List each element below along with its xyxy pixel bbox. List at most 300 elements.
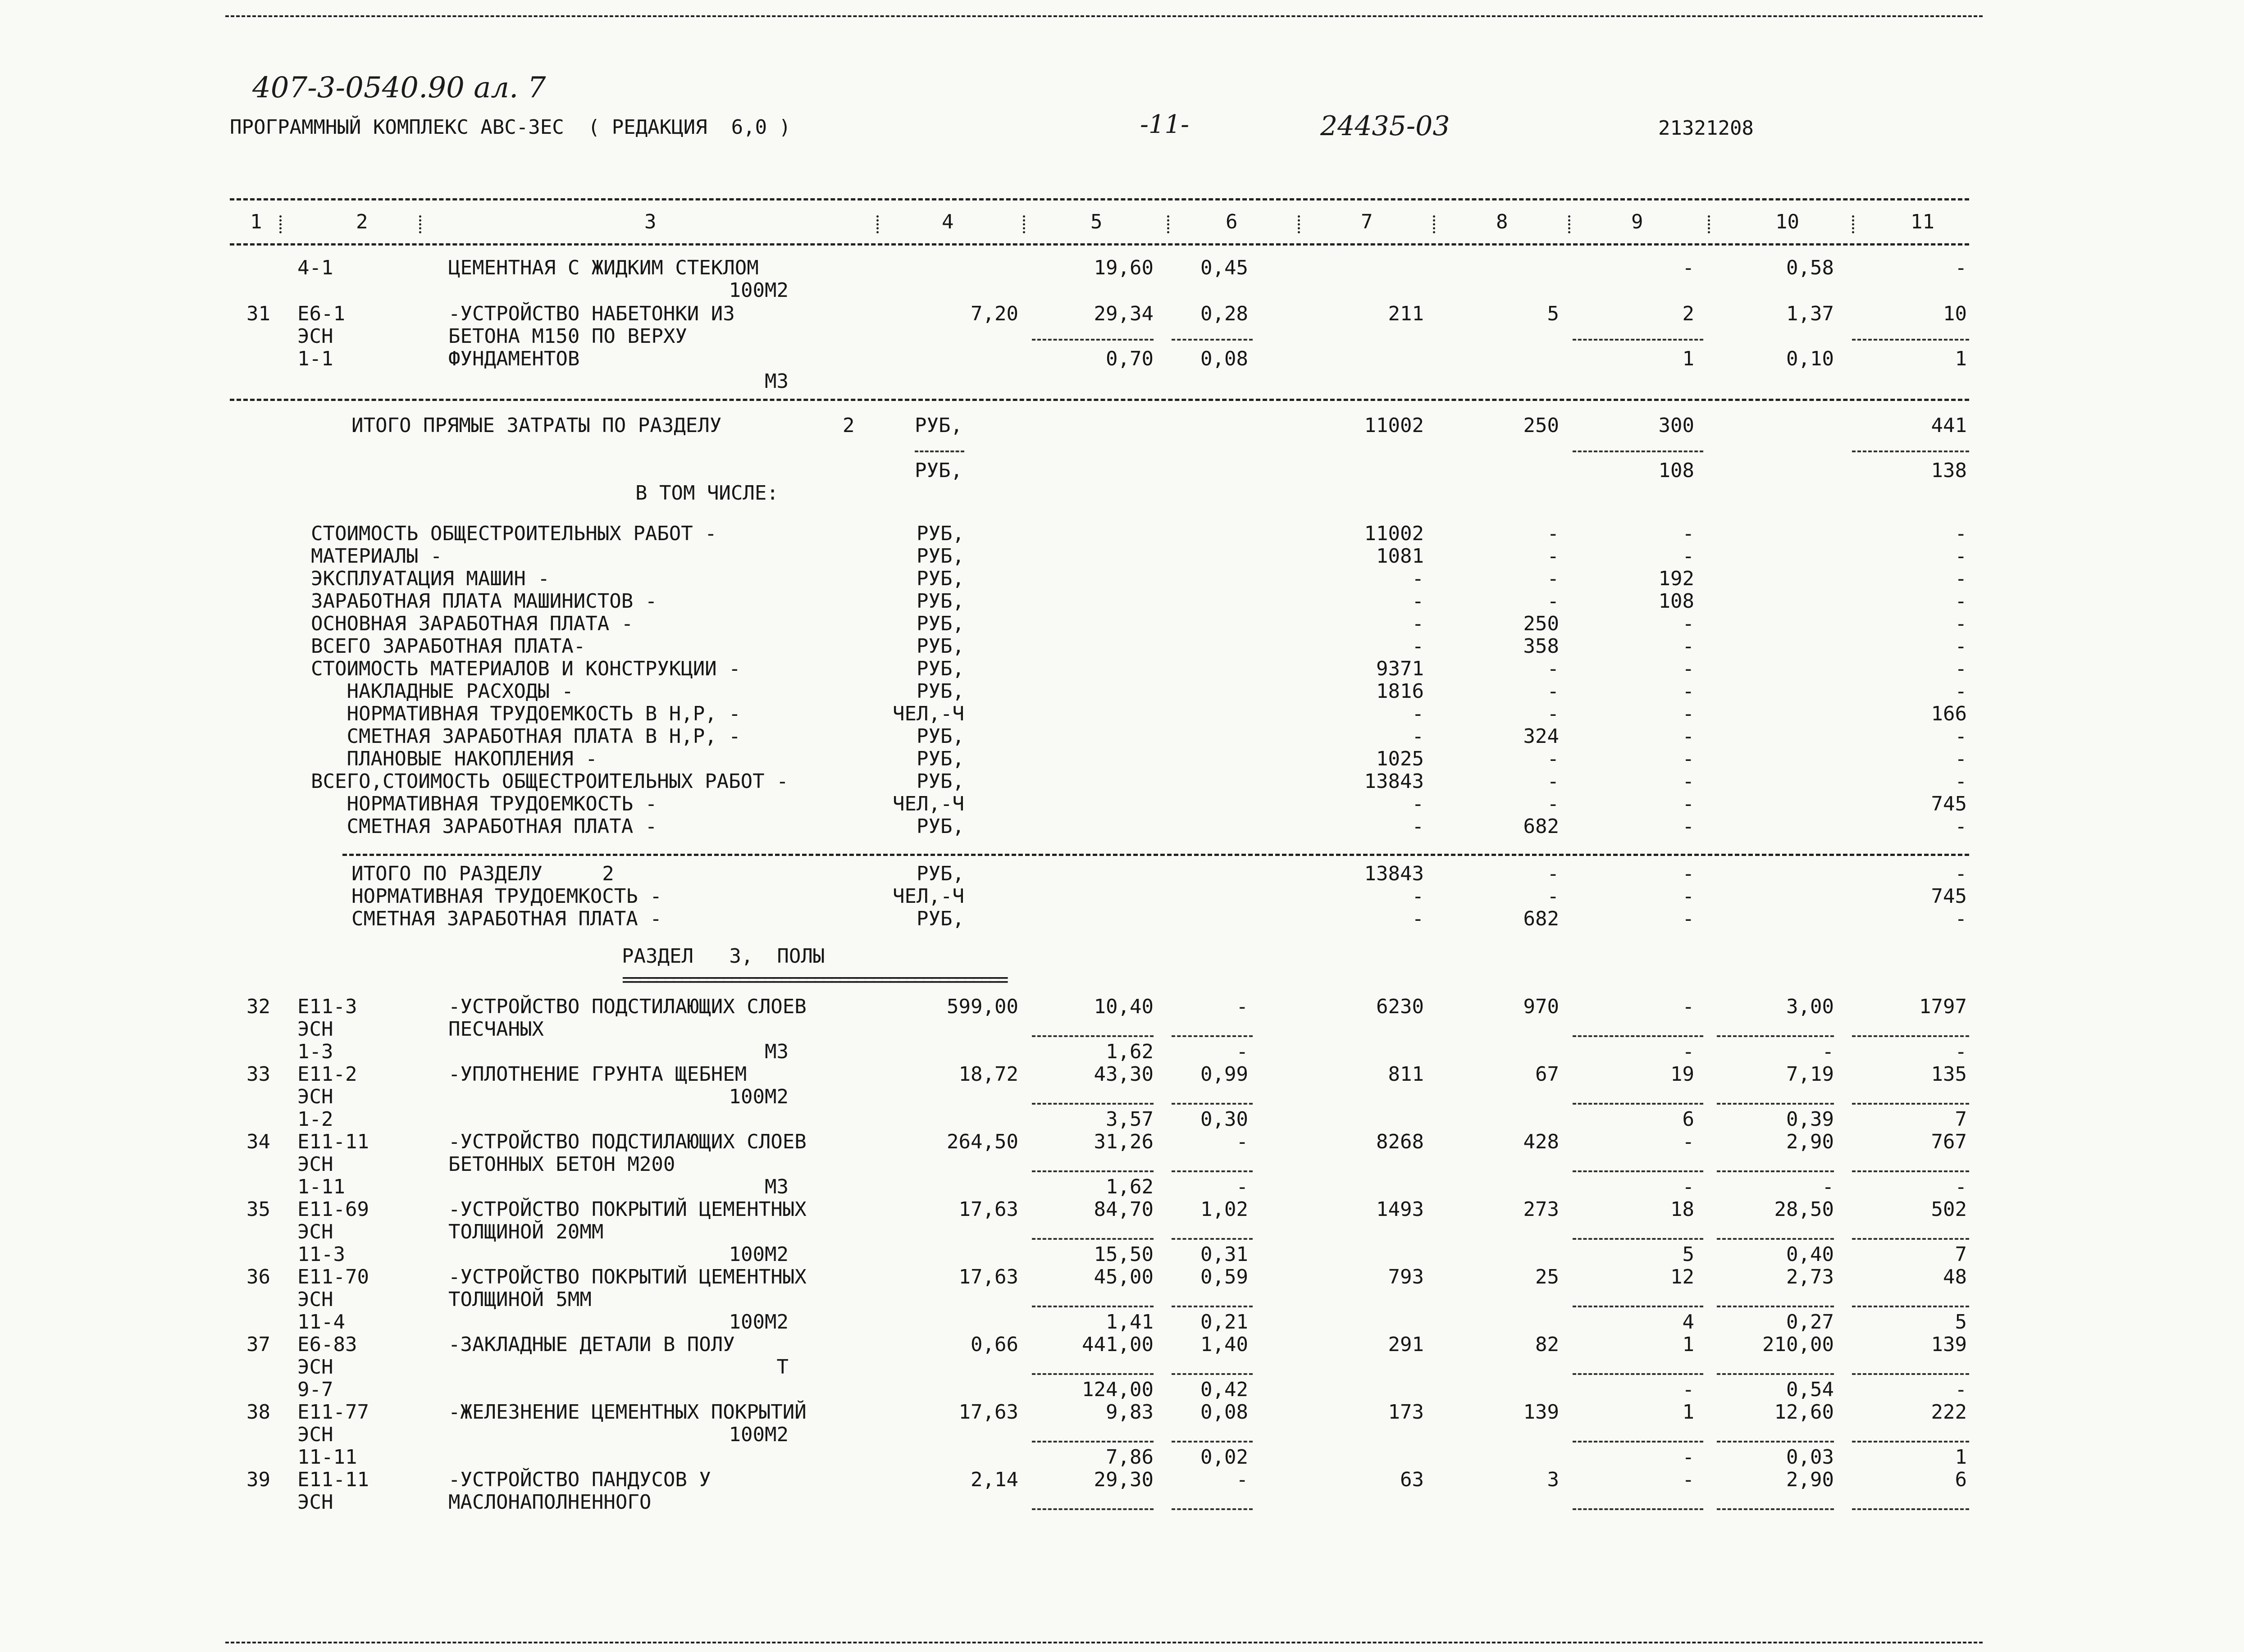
row-code: 4-1 [297,256,333,279]
section-total-unit: РУБ, [917,907,964,930]
total-direct2-c9: 108 [1658,459,1694,482]
cell-underline [1573,1035,1703,1037]
row-description: -УСТРОЙСТВО ПОДСТИЛАЮЩИХ СЛОЕВ [448,995,807,1018]
section-total-label: ИТОГО ПО РАЗДЕЛУ 2 [351,862,614,885]
row-c8: 3 [1547,1468,1559,1491]
row-c6: 0,30 [1200,1108,1248,1131]
row-description: БЕТОНА М150 ПО ВЕРХУ [448,325,687,348]
breakdown-label: ВСЕГО,СТОИМОСТЬ ОБЩЕСТРОИТЕЛЬНЫХ РАБОТ - [311,770,789,793]
column-separator [876,215,879,233]
breakdown-c11: - [1955,545,1967,568]
breakdown-unit: РУБ, [917,747,964,770]
total-direct-c9: 300 [1658,414,1694,437]
row-description: ЦЕМЕНТНАЯ С ЖИДКИМ СТЕКЛОМ [448,256,759,279]
cell-underline [1573,1373,1703,1375]
column-header-8: 8 [1496,210,1508,233]
breakdown-c9: - [1682,792,1694,815]
row-code: 1-3 [297,1040,333,1063]
total-direct2-c11: 138 [1931,459,1967,482]
row-c4: 17,63 [958,1265,1018,1288]
row-c11: - [1955,1040,1967,1063]
row-c5: 45,00 [1094,1265,1154,1288]
column-separator [1852,215,1854,233]
section-total-c11: - [1955,907,1967,930]
row-c5: 7,86 [1106,1446,1154,1469]
cell-underline [1032,1306,1154,1307]
breakdown-unit: РУБ, [917,680,964,703]
bottom-edge-dashes [225,1642,1983,1643]
row-code: ЭСН [297,1423,333,1446]
row-c11: 502 [1931,1198,1967,1221]
row-c6: 0,02 [1200,1446,1248,1469]
cell-underline [1032,1035,1154,1037]
cell-underline [1573,1508,1703,1510]
breakdown-c7: - [1412,590,1424,613]
row-code: 1-11 [297,1175,345,1198]
row-code: ЭСН [297,1288,333,1311]
row-number: 31 [246,302,270,325]
row-description: -УСТРОЙСТВО ПОКРЫТИЙ ЦЕМЕНТНЫХ [448,1265,807,1288]
row-description: МАСЛОНАПОЛНЕННОГО [448,1491,652,1514]
row-c11: 7 [1955,1243,1967,1266]
section-total-rule [342,854,1969,856]
breakdown-c11: - [1955,815,1967,838]
row-c6: 0,45 [1200,256,1248,279]
row-unit: 100М2 [729,1085,789,1108]
page-number: -11- [1140,110,1190,139]
row-c9: - [1682,995,1694,1018]
row-c6: 0,31 [1200,1243,1248,1266]
breakdown-c9: - [1682,770,1694,793]
row-c7: 63 [1400,1468,1424,1491]
breakdown-c11: - [1955,590,1967,613]
cell-underline [1717,1373,1834,1375]
row-c7: 793 [1388,1265,1424,1288]
row-c11: 135 [1931,1063,1967,1086]
breakdown-c7: - [1412,725,1424,748]
row-c8: 25 [1535,1265,1559,1288]
section-total-unit: ЧЕЛ,-Ч [893,885,964,908]
row-code: ЭСН [297,1153,333,1176]
breakdown-unit: РУБ, [917,815,964,838]
program-line: ПРОГРАММНЫЙ КОМПЛЕКС АВС-3ЕС ( РЕДАКЦИЯ 6,0 ) [230,116,791,139]
section-3-title: РАЗДЕЛ 3, ПОЛЫ [622,945,825,968]
total-direct-section: 2 [843,414,855,437]
row-c9: 6 [1682,1108,1694,1131]
row-c5: 0,70 [1106,347,1154,370]
section-total-c9: - [1682,862,1694,885]
row-c4: 264,50 [947,1130,1018,1153]
breakdown-label: ЗАРАБОТНАЯ ПЛАТА МАШИНИСТОВ - [311,590,657,613]
row-c11: 1 [1955,1446,1967,1469]
breakdown-c11: - [1955,522,1967,545]
row-c5: 1,62 [1106,1040,1154,1063]
row-c7: 6230 [1376,995,1424,1018]
breakdown-c9: 108 [1658,590,1694,613]
breakdown-unit: РУБ, [917,657,964,680]
cell-underline [1172,1035,1253,1037]
row-description: -УСТРОЙСТВО НАБЕТОНКИ ИЗ [448,302,735,325]
row-number: 32 [246,995,270,1018]
row-description: ТОЛЩИНОЙ 5ММ [448,1288,592,1311]
row-c4: 17,63 [958,1401,1018,1424]
breakdown-label: СМЕТНАЯ ЗАРАБОТНАЯ ПЛАТА - [311,815,657,838]
total-direct-c11: 441 [1931,414,1967,437]
cell-underline [1172,1170,1253,1172]
handwritten-number: 24435-03 [1320,110,1450,142]
cell-underline [1032,1373,1154,1375]
row-number: 36 [246,1265,270,1288]
row-c4: 2,14 [971,1468,1018,1491]
row-c7: 173 [1388,1401,1424,1424]
breakdown-unit: РУБ, [917,725,964,748]
row-unit: Т [776,1356,789,1379]
cell-underline [1852,1238,1969,1240]
breakdown-c11: - [1955,725,1967,748]
row-c8: 139 [1523,1401,1559,1424]
row-c11: - [1955,1175,1967,1198]
breakdown-c9: - [1682,522,1694,545]
row-c10: 0,58 [1786,256,1834,279]
row-c9: 1 [1682,1401,1694,1424]
row-c7: 811 [1388,1063,1424,1086]
breakdown-c8: - [1547,702,1559,725]
breakdown-c7: 13843 [1364,770,1424,793]
section-3-underline: ============================================== [622,968,1005,991]
row-c10: 0,54 [1786,1378,1834,1401]
section-total-label: НОРМАТИВНАЯ ТРУДОЕМКОСТЬ - [351,885,662,908]
column-header-2: 2 [356,210,368,233]
cell-underline [1172,1508,1253,1510]
row-code: 11-3 [297,1243,345,1266]
breakdown-label: СМЕТНАЯ ЗАРАБОТНАЯ ПЛАТА В Н,Р, - [311,725,741,748]
handwritten-code: 407-3-0540.90 ал. 7 [252,71,546,105]
breakdown-c9: - [1682,680,1694,703]
cell-underline [1172,1306,1253,1307]
section-total-unit: РУБ, [917,862,964,885]
row-description: ТОЛЩИНОЙ 20ММ [448,1220,604,1243]
row-code: 1-1 [297,347,333,370]
row-c5: 1,41 [1106,1311,1154,1333]
breakdown-c11: - [1955,612,1967,635]
cell-underline [1852,1103,1969,1105]
row-code: Е6-83 [297,1333,357,1356]
row-c10: 210,00 [1762,1333,1834,1356]
breakdown-c9: - [1682,725,1694,748]
row-description: ФУНДАМЕНТОВ [448,347,580,370]
row-code: ЭСН [297,1491,333,1514]
subtotal-rule [230,399,1969,401]
row-c6: 0,59 [1200,1265,1248,1288]
cell-underline [1032,339,1154,341]
row-number: 37 [246,1333,270,1356]
row-c9: 4 [1682,1311,1694,1333]
row-c10: 3,00 [1786,995,1834,1018]
row-code: 11-4 [297,1311,345,1333]
row-c9: - [1682,1130,1694,1153]
row-c6: - [1236,1175,1248,1198]
breakdown-c11: - [1955,747,1967,770]
breakdown-label: ЭКСПЛУАТАЦИЯ МАШИН - [311,567,550,590]
row-code: Е11-70 [297,1265,369,1288]
row-c8: 5 [1547,302,1559,325]
section-total-c7: 13843 [1364,862,1424,885]
breakdown-c8: - [1547,792,1559,815]
top-edge-dashes [225,15,1983,17]
row-c9: 5 [1682,1243,1694,1266]
row-c11: 139 [1931,1333,1967,1356]
row-c10: 2,73 [1786,1265,1834,1288]
cell-underline [1032,1103,1154,1105]
column-separator [1023,215,1025,233]
cell-underline [1852,1373,1969,1375]
cell-underline [1172,1373,1253,1375]
total-direct-label: ИТОГО ПРЯМЫЕ ЗАТРАТЫ ПО РАЗДЕЛУ [351,414,722,437]
cell-underline [1172,339,1253,341]
row-code: Е11-3 [297,995,357,1018]
breakdown-label: ВСЕГО ЗАРАБОТНАЯ ПЛАТА- [311,635,586,658]
column-header-7: 7 [1361,210,1373,233]
row-c6: 0,99 [1200,1063,1248,1086]
column-separator [1433,215,1435,233]
row-c11: 10 [1943,302,1967,325]
row-c9: - [1682,1468,1694,1491]
column-header-6: 6 [1226,210,1238,233]
total-direct2-unit: РУБ, [915,459,962,482]
row-c10: 0,03 [1786,1446,1834,1469]
row-c9: - [1682,256,1694,279]
header-bottom-rule [230,243,1969,246]
total-direct-c8: 250 [1523,414,1559,437]
row-unit: М3 [765,1175,789,1198]
breakdown-label: ОСНОВНАЯ ЗАРАБОТНАЯ ПЛАТА - [311,612,634,635]
row-c5: 9,83 [1106,1401,1154,1424]
cell-underline [1032,1238,1154,1240]
column-separator [1298,215,1300,233]
breakdown-c11: - [1955,657,1967,680]
row-c5: 3,57 [1106,1108,1154,1131]
cell-underline [1852,1035,1969,1037]
row-c10: - [1822,1040,1834,1063]
breakdown-c11: - [1955,680,1967,703]
cell-underline [915,451,964,452]
breakdown-c9: - [1682,545,1694,568]
row-code: ЭСН [297,1085,333,1108]
row-c11: - [1955,1378,1967,1401]
row-c5: 441,00 [1082,1333,1154,1356]
column-header-1: 1 [250,210,262,233]
row-unit: 100М2 [729,1311,789,1333]
row-unit: 100М2 [729,1243,789,1266]
cell-underline [1717,1508,1834,1510]
breakdown-c8: 250 [1523,612,1559,635]
row-unit: 100М2 [729,1423,789,1446]
section-total-c8: - [1547,862,1559,885]
row-number: 38 [246,1401,270,1424]
breakdown-c7: - [1412,815,1424,838]
breakdown-c11: - [1955,567,1967,590]
row-c10: 0,39 [1786,1108,1834,1131]
row-c11: 1797 [1919,995,1967,1018]
breakdown-c7: - [1412,702,1424,725]
cell-underline [1573,1103,1703,1105]
row-code: 11-11 [297,1446,357,1469]
section-total-c8: - [1547,885,1559,908]
cell-underline [1717,1306,1834,1307]
row-c9: 12 [1670,1265,1694,1288]
row-c9: - [1682,1175,1694,1198]
row-number: 39 [246,1468,270,1491]
breakdown-unit: РУБ, [917,567,964,590]
breakdown-c9: - [1682,747,1694,770]
cell-underline [1573,339,1703,341]
cell-underline [1852,339,1969,341]
row-c9: 1 [1682,1333,1694,1356]
section-total-label: СМЕТНАЯ ЗАРАБОТНАЯ ПЛАТА - [351,907,662,930]
row-c5: 19,60 [1094,256,1154,279]
row-c6: 0,21 [1200,1311,1248,1333]
breakdown-c7: 1025 [1376,747,1424,770]
cell-underline [1032,1170,1154,1172]
document-number: 21321208 [1658,117,1754,140]
row-c5: 84,70 [1094,1198,1154,1221]
row-code: ЭСН [297,1018,333,1041]
row-c6: - [1236,1468,1248,1491]
section-total-c8: 682 [1523,907,1559,930]
row-c10: - [1822,1175,1834,1198]
section-total-c7: - [1412,907,1424,930]
cell-underline [1573,1170,1703,1172]
breakdown-c11: 166 [1931,702,1967,725]
total-direct-c7: 11002 [1364,414,1424,437]
cell-underline [1172,1103,1253,1105]
breakdown-c7: - [1412,792,1424,815]
row-c6: - [1236,1130,1248,1153]
row-code: Е11-2 [297,1063,357,1086]
row-code: ЭСН [297,325,333,348]
row-c7: 291 [1388,1333,1424,1356]
row-code: ЭСН [297,1356,333,1379]
row-c5: 29,30 [1094,1468,1154,1491]
row-c10: 2,90 [1786,1468,1834,1491]
row-c6: - [1236,1040,1248,1063]
breakdown-c8: - [1547,567,1559,590]
breakdown-c8: - [1547,590,1559,613]
row-c11: 767 [1931,1130,1967,1153]
breakdown-label: НОРМАТИВНАЯ ТРУДОЕМКОСТЬ В Н,Р, - [311,702,741,725]
row-c6: 0,42 [1200,1378,1248,1401]
row-c4: 0,66 [971,1333,1018,1356]
column-header-10: 10 [1775,210,1799,233]
breakdown-c9: - [1682,612,1694,635]
breakdown-c7: 1081 [1376,545,1424,568]
row-c11: 7 [1955,1108,1967,1131]
row-c4: 18,72 [958,1063,1018,1086]
column-header-9: 9 [1631,210,1643,233]
row-c10: 28,50 [1774,1198,1834,1221]
column-separator [1167,215,1169,233]
row-c10: 1,37 [1786,302,1834,325]
cell-underline [1573,451,1703,452]
row-c11: 222 [1931,1401,1967,1424]
including-title: В ТОМ ЧИСЛЕ: [635,482,779,505]
breakdown-c8: - [1547,770,1559,793]
row-c6: 0,28 [1200,302,1248,325]
row-c9: - [1682,1378,1694,1401]
row-c7: 211 [1388,302,1424,325]
breakdown-label: СТОИМОСТЬ ОБЩЕСТРОИТЕЛЬНЫХ РАБОТ - [311,522,717,545]
breakdown-c8: 324 [1523,725,1559,748]
row-description: БЕТОННЫХ БЕТОН М200 [448,1153,675,1176]
breakdown-c11: 745 [1931,792,1967,815]
breakdown-c8: - [1547,545,1559,568]
breakdown-unit: ЧЕЛ,-Ч [893,702,964,725]
row-c7: 1493 [1376,1198,1424,1221]
row-c10: 7,19 [1786,1063,1834,1086]
row-number: 35 [246,1198,270,1221]
row-c6: 0,08 [1200,347,1248,370]
breakdown-label: СТОИМОСТЬ МАТЕРИАЛОВ И КОНСТРУКЦИИ - [311,657,741,680]
row-c10: 2,90 [1786,1130,1834,1153]
breakdown-c7: - [1412,612,1424,635]
breakdown-c9: - [1682,815,1694,838]
breakdown-c11: - [1955,770,1967,793]
breakdown-c7: 9371 [1376,657,1424,680]
row-c11: 1 [1955,347,1967,370]
row-c9: - [1682,1446,1694,1469]
cell-underline [1717,1238,1834,1240]
breakdown-c8: 682 [1523,815,1559,838]
row-c5: 43,30 [1094,1063,1154,1086]
row-c9: 1 [1682,347,1694,370]
row-description: ПЕСЧАНЫХ [448,1018,544,1041]
breakdown-label: МАТЕРИАЛЫ - [311,545,442,568]
column-header-11: 11 [1911,210,1934,233]
cell-underline [1717,1441,1834,1443]
row-c6: 1,02 [1200,1198,1248,1221]
cell-underline [1573,1238,1703,1240]
row-c9: - [1682,1040,1694,1063]
breakdown-unit: РУБ, [917,590,964,613]
cell-underline [1573,1441,1703,1443]
row-code: Е11-69 [297,1198,369,1221]
column-separator [1708,215,1710,233]
cell-underline [1852,1306,1969,1307]
row-description: -УСТРОЙСТВО ПАНДУСОВ У [448,1468,711,1491]
breakdown-c8: - [1547,657,1559,680]
column-separator [279,215,282,233]
row-c8: 428 [1523,1130,1559,1153]
row-code: 1-2 [297,1108,333,1131]
breakdown-c9: - [1682,702,1694,725]
cell-underline [1573,1306,1703,1307]
cell-underline [1172,1441,1253,1443]
row-description: -ЗАКЛАДНЫЕ ДЕТАЛИ В ПОЛУ [448,1333,735,1356]
breakdown-unit: РУБ, [917,612,964,635]
row-c11: 48 [1943,1265,1967,1288]
row-c4: 7,20 [971,302,1018,325]
row-c5: 10,40 [1094,995,1154,1018]
cell-underline [1852,1170,1969,1172]
row-c6: 0,08 [1200,1401,1248,1424]
breakdown-c7: - [1412,635,1424,658]
table-top-rule [230,198,1969,200]
row-c8: 970 [1523,995,1559,1018]
section-total-c9: - [1682,907,1694,930]
row-c9: 2 [1682,302,1694,325]
row-unit: М3 [765,1040,789,1063]
row-c8: 67 [1535,1063,1559,1086]
